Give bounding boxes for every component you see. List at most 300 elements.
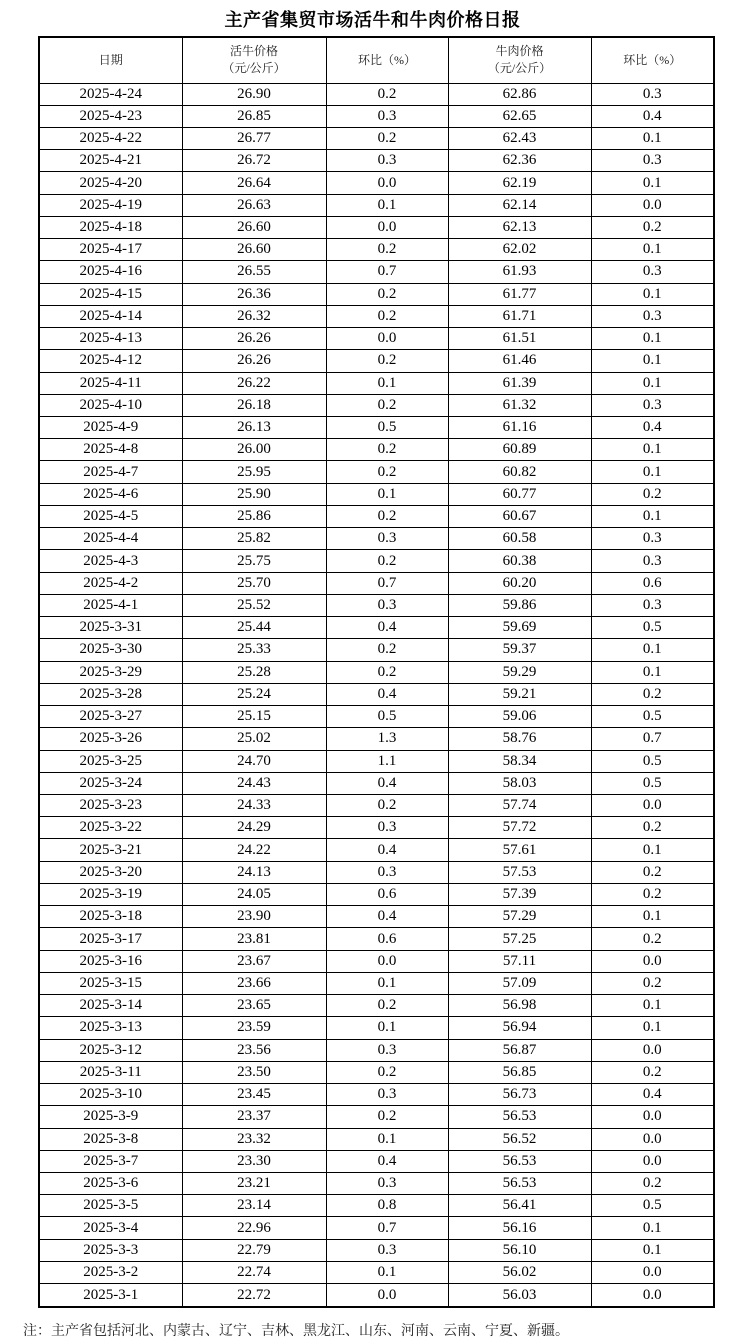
- cell-live-cattle-price: 26.26: [182, 350, 326, 372]
- table-row: [39, 817, 714, 839]
- cell-date: 2025-3-8: [39, 1128, 182, 1150]
- table-row: [39, 528, 714, 550]
- cell-live-cattle-price: 25.52: [182, 594, 326, 616]
- cell-beef-price: 59.29: [448, 661, 591, 683]
- cell-beef-price: 56.53: [448, 1106, 591, 1128]
- cell-date: 2025-4-3: [39, 550, 182, 572]
- cell-live-cattle-price: 23.50: [182, 1061, 326, 1083]
- cell-date: 2025-3-1: [39, 1284, 182, 1307]
- cell-live-cattle-change: 0.2: [326, 127, 448, 149]
- cell-live-cattle-price: 24.70: [182, 750, 326, 772]
- cell-live-cattle-change: 0.3: [326, 1172, 448, 1194]
- header-live-cattle-change: [326, 37, 448, 83]
- cell-date: 2025-4-17: [39, 239, 182, 261]
- cell-live-cattle-price: 23.65: [182, 995, 326, 1017]
- cell-date: 2025-4-4: [39, 528, 182, 550]
- table-body: [39, 83, 714, 1307]
- cell-beef-price: 56.85: [448, 1061, 591, 1083]
- table-row: [39, 483, 714, 505]
- cell-beef-price: 62.02: [448, 239, 591, 261]
- cell-live-cattle-price: 23.45: [182, 1084, 326, 1106]
- cell-date: 2025-4-15: [39, 283, 182, 305]
- cell-live-cattle-change: 0.1: [326, 1017, 448, 1039]
- cell-live-cattle-price: 25.24: [182, 683, 326, 705]
- cell-live-cattle-change: 0.3: [326, 1084, 448, 1106]
- cell-beef-change: 0.1: [591, 439, 714, 461]
- cell-live-cattle-price: 24.29: [182, 817, 326, 839]
- cell-beef-price: 56.03: [448, 1284, 591, 1307]
- cell-beef-price: 56.73: [448, 1084, 591, 1106]
- cell-beef-price: 56.10: [448, 1239, 591, 1261]
- cell-beef-price: 62.43: [448, 127, 591, 149]
- cell-date: 2025-3-21: [39, 839, 182, 861]
- cell-beef-price: 59.06: [448, 706, 591, 728]
- header-date: [39, 37, 182, 83]
- cell-beef-price: 61.77: [448, 283, 591, 305]
- cell-beef-change: 0.2: [591, 216, 714, 238]
- cell-live-cattle-price: 23.21: [182, 1172, 326, 1194]
- cell-live-cattle-price: 23.30: [182, 1150, 326, 1172]
- cell-live-cattle-change: 0.3: [326, 594, 448, 616]
- cell-beef-change: 0.2: [591, 1061, 714, 1083]
- cell-live-cattle-change: 0.5: [326, 706, 448, 728]
- table-row: [39, 1061, 714, 1083]
- table-row: [39, 550, 714, 572]
- table-row: [39, 1017, 714, 1039]
- cell-beef-change: 0.0: [591, 1261, 714, 1283]
- cell-beef-change: 0.7: [591, 728, 714, 750]
- header-date-label: 日期: [98, 52, 123, 67]
- cell-live-cattle-change: 0.1: [326, 194, 448, 216]
- cell-beef-change: 0.4: [591, 105, 714, 127]
- cell-date: 2025-4-13: [39, 328, 182, 350]
- cell-date: 2025-4-18: [39, 216, 182, 238]
- cell-live-cattle-price: 23.37: [182, 1106, 326, 1128]
- cell-live-cattle-change: 0.6: [326, 883, 448, 905]
- cell-date: 2025-3-23: [39, 795, 182, 817]
- cell-beef-change: 0.0: [591, 1150, 714, 1172]
- cell-live-cattle-price: 25.82: [182, 528, 326, 550]
- cell-live-cattle-price: 26.00: [182, 439, 326, 461]
- cell-date: 2025-3-30: [39, 639, 182, 661]
- cell-beef-change: 0.0: [591, 950, 714, 972]
- table-row: [39, 394, 714, 416]
- cell-beef-change: 0.0: [591, 194, 714, 216]
- cell-beef-price: 62.19: [448, 172, 591, 194]
- table-row: [39, 617, 714, 639]
- cell-date: 2025-3-27: [39, 706, 182, 728]
- cell-live-cattle-change: 0.2: [326, 83, 448, 105]
- cell-live-cattle-price: 25.44: [182, 617, 326, 639]
- cell-live-cattle-change: 0.2: [326, 394, 448, 416]
- cell-live-cattle-price: 26.72: [182, 150, 326, 172]
- cell-beef-price: 58.34: [448, 750, 591, 772]
- cell-beef-price: 56.53: [448, 1172, 591, 1194]
- table-row: [39, 350, 714, 372]
- header-live-cattle-price-line1: 活牛价格: [229, 44, 278, 59]
- cell-live-cattle-price: 26.36: [182, 283, 326, 305]
- cell-live-cattle-price: 25.86: [182, 505, 326, 527]
- cell-live-cattle-price: 25.70: [182, 572, 326, 594]
- cell-live-cattle-change: 0.2: [326, 661, 448, 683]
- table-row: [39, 261, 714, 283]
- table-row: [39, 1195, 714, 1217]
- cell-live-cattle-price: 22.74: [182, 1261, 326, 1283]
- cell-beef-price: 59.69: [448, 617, 591, 639]
- cell-beef-price: 62.13: [448, 216, 591, 238]
- cell-live-cattle-price: 25.28: [182, 661, 326, 683]
- page-title: 主产省集贸市场活牛和牛肉价格日报: [224, 10, 521, 30]
- cell-live-cattle-change: 0.1: [326, 372, 448, 394]
- cell-live-cattle-price: 26.60: [182, 239, 326, 261]
- cell-live-cattle-change: 0.4: [326, 683, 448, 705]
- cell-beef-price: 60.82: [448, 461, 591, 483]
- cell-date: 2025-3-14: [39, 995, 182, 1017]
- cell-live-cattle-change: 0.2: [326, 995, 448, 1017]
- cell-date: 2025-3-2: [39, 1261, 182, 1283]
- cell-date: 2025-3-10: [39, 1084, 182, 1106]
- table-row: [39, 1039, 714, 1061]
- cell-live-cattle-change: 0.0: [326, 1284, 448, 1307]
- cell-live-cattle-change: 0.2: [326, 795, 448, 817]
- table-row: [39, 972, 714, 994]
- table-row: [39, 1239, 714, 1261]
- cell-date: 2025-4-9: [39, 417, 182, 439]
- cell-live-cattle-change: 0.2: [326, 461, 448, 483]
- cell-beef-change: 0.0: [591, 1039, 714, 1061]
- cell-date: 2025-4-23: [39, 105, 182, 127]
- cell-live-cattle-price: 26.55: [182, 261, 326, 283]
- cell-beef-change: 0.3: [591, 83, 714, 105]
- cell-live-cattle-change: 0.2: [326, 550, 448, 572]
- cell-beef-price: 60.89: [448, 439, 591, 461]
- cell-live-cattle-change: 0.3: [326, 150, 448, 172]
- table-row: [39, 728, 714, 750]
- cell-live-cattle-price: 23.90: [182, 906, 326, 928]
- cell-beef-change: 0.0: [591, 795, 714, 817]
- cell-date: 2025-3-12: [39, 1039, 182, 1061]
- table-row: [39, 594, 714, 616]
- cell-beef-price: 61.16: [448, 417, 591, 439]
- cell-beef-change: 0.3: [591, 394, 714, 416]
- cell-live-cattle-price: 25.33: [182, 639, 326, 661]
- cell-beef-change: 0.2: [591, 817, 714, 839]
- table-row: [39, 639, 714, 661]
- cell-beef-change: 0.1: [591, 1239, 714, 1261]
- cell-beef-change: 0.5: [591, 706, 714, 728]
- cell-beef-price: 62.14: [448, 194, 591, 216]
- table-row: [39, 795, 714, 817]
- cell-date: 2025-3-19: [39, 883, 182, 905]
- cell-live-cattle-change: 0.4: [326, 617, 448, 639]
- cell-live-cattle-price: 22.72: [182, 1284, 326, 1307]
- cell-live-cattle-price: 26.90: [182, 83, 326, 105]
- table-row: [39, 439, 714, 461]
- cell-date: 2025-3-17: [39, 928, 182, 950]
- cell-date: 2025-3-25: [39, 750, 182, 772]
- header-live-cattle-price-line2: （元/公斤）: [222, 61, 286, 76]
- cell-beef-change: 0.0: [591, 1128, 714, 1150]
- cell-live-cattle-change: 0.1: [326, 972, 448, 994]
- cell-beef-change: 0.5: [591, 617, 714, 639]
- table-row: [39, 194, 714, 216]
- cell-beef-price: 61.39: [448, 372, 591, 394]
- cell-date: 2025-3-20: [39, 861, 182, 883]
- cell-date: 2025-3-16: [39, 950, 182, 972]
- price-table: [38, 36, 715, 1308]
- cell-beef-change: 0.1: [591, 1217, 714, 1239]
- cell-date: 2025-4-14: [39, 305, 182, 327]
- cell-beef-price: 57.09: [448, 972, 591, 994]
- cell-beef-price: 62.65: [448, 105, 591, 127]
- cell-beef-change: 0.3: [591, 528, 714, 550]
- cell-live-cattle-price: 25.90: [182, 483, 326, 505]
- cell-live-cattle-price: 26.18: [182, 394, 326, 416]
- cell-live-cattle-price: 26.22: [182, 372, 326, 394]
- cell-date: 2025-3-22: [39, 817, 182, 839]
- table-row: [39, 661, 714, 683]
- cell-live-cattle-change: 0.1: [326, 1128, 448, 1150]
- table-row: [39, 372, 714, 394]
- table-row: [39, 1128, 714, 1150]
- cell-date: 2025-3-5: [39, 1195, 182, 1217]
- table-row: [39, 1261, 714, 1283]
- header-beef-change-label: 环比（%）: [623, 52, 682, 67]
- cell-beef-change: 0.1: [591, 350, 714, 372]
- cell-live-cattle-change: 0.1: [326, 1261, 448, 1283]
- cell-date: 2025-4-6: [39, 483, 182, 505]
- cell-live-cattle-change: 1.1: [326, 750, 448, 772]
- cell-beef-change: 0.1: [591, 283, 714, 305]
- cell-live-cattle-change: 1.3: [326, 728, 448, 750]
- cell-beef-price: 56.53: [448, 1150, 591, 1172]
- cell-live-cattle-change: 0.8: [326, 1195, 448, 1217]
- cell-beef-price: 61.93: [448, 261, 591, 283]
- cell-date: 2025-4-21: [39, 150, 182, 172]
- cell-beef-change: 0.3: [591, 550, 714, 572]
- cell-date: 2025-3-31: [39, 617, 182, 639]
- cell-live-cattle-price: 25.15: [182, 706, 326, 728]
- table-row: [39, 861, 714, 883]
- cell-live-cattle-change: 0.4: [326, 772, 448, 794]
- cell-live-cattle-change: 0.7: [326, 261, 448, 283]
- cell-date: 2025-3-7: [39, 1150, 182, 1172]
- cell-beef-price: 57.11: [448, 950, 591, 972]
- table-row: [39, 505, 714, 527]
- table-row: [39, 328, 714, 350]
- cell-beef-change: 0.2: [591, 1172, 714, 1194]
- cell-date: 2025-4-16: [39, 261, 182, 283]
- cell-beef-change: 0.5: [591, 1195, 714, 1217]
- cell-beef-change: 0.2: [591, 972, 714, 994]
- cell-live-cattle-change: 0.3: [326, 817, 448, 839]
- cell-beef-change: 0.1: [591, 461, 714, 483]
- table-row: [39, 283, 714, 305]
- cell-beef-change: 0.1: [591, 127, 714, 149]
- table-row: [39, 1172, 714, 1194]
- table-row: [39, 772, 714, 794]
- cell-live-cattle-change: 0.5: [326, 417, 448, 439]
- cell-beef-price: 56.41: [448, 1195, 591, 1217]
- cell-live-cattle-change: 0.2: [326, 350, 448, 372]
- cell-live-cattle-change: 0.7: [326, 1217, 448, 1239]
- table-row: [39, 1084, 714, 1106]
- cell-live-cattle-change: 0.2: [326, 305, 448, 327]
- header-row: [39, 37, 714, 83]
- footnote: 注：主产省包括河北、内蒙古、辽宁、吉林、黑龙江、山东、河南、云南、宁夏、新疆。: [23, 1322, 569, 1338]
- table-row: [39, 706, 714, 728]
- cell-date: 2025-3-4: [39, 1217, 182, 1239]
- cell-live-cattle-change: 0.0: [326, 328, 448, 350]
- cell-live-cattle-change: 0.6: [326, 928, 448, 950]
- cell-live-cattle-price: 22.79: [182, 1239, 326, 1261]
- cell-live-cattle-price: 24.22: [182, 839, 326, 861]
- cell-live-cattle-price: 22.96: [182, 1217, 326, 1239]
- cell-live-cattle-change: 0.4: [326, 1150, 448, 1172]
- cell-beef-change: 0.1: [591, 906, 714, 928]
- cell-beef-price: 59.21: [448, 683, 591, 705]
- cell-live-cattle-price: 23.67: [182, 950, 326, 972]
- cell-beef-change: 0.2: [591, 928, 714, 950]
- cell-date: 2025-4-8: [39, 439, 182, 461]
- cell-live-cattle-change: 0.3: [326, 105, 448, 127]
- cell-beef-price: 56.02: [448, 1261, 591, 1283]
- cell-live-cattle-price: 23.66: [182, 972, 326, 994]
- cell-date: 2025-4-20: [39, 172, 182, 194]
- table-row: [39, 1150, 714, 1172]
- table-row: [39, 883, 714, 905]
- header-beef-price-line2: （元/公斤）: [487, 61, 552, 76]
- cell-date: 2025-4-11: [39, 372, 182, 394]
- cell-beef-change: 0.1: [591, 839, 714, 861]
- header-beef-change: [591, 37, 714, 83]
- cell-beef-price: 57.72: [448, 817, 591, 839]
- cell-live-cattle-price: 26.85: [182, 105, 326, 127]
- cell-beef-change: 0.4: [591, 1084, 714, 1106]
- table-row: [39, 995, 714, 1017]
- cell-beef-change: 0.3: [591, 594, 714, 616]
- cell-live-cattle-change: 0.7: [326, 572, 448, 594]
- cell-live-cattle-price: 26.63: [182, 194, 326, 216]
- cell-live-cattle-price: 24.13: [182, 861, 326, 883]
- cell-beef-change: 0.0: [591, 1284, 714, 1307]
- cell-beef-price: 56.98: [448, 995, 591, 1017]
- cell-live-cattle-price: 25.02: [182, 728, 326, 750]
- cell-date: 2025-4-7: [39, 461, 182, 483]
- table-row: [39, 750, 714, 772]
- table-row: [39, 239, 714, 261]
- cell-beef-price: 62.36: [448, 150, 591, 172]
- table-row: [39, 105, 714, 127]
- cell-beef-change: 0.1: [591, 372, 714, 394]
- cell-date: 2025-3-24: [39, 772, 182, 794]
- table-row: [39, 1106, 714, 1128]
- cell-beef-price: 60.38: [448, 550, 591, 572]
- cell-beef-change: 0.2: [591, 883, 714, 905]
- cell-live-cattle-change: 0.3: [326, 528, 448, 550]
- table-row: [39, 127, 714, 149]
- cell-beef-price: 61.51: [448, 328, 591, 350]
- table-row: [39, 839, 714, 861]
- cell-beef-change: 0.3: [591, 150, 714, 172]
- cell-beef-change: 0.2: [591, 861, 714, 883]
- cell-live-cattle-price: 26.60: [182, 216, 326, 238]
- cell-beef-price: 59.37: [448, 639, 591, 661]
- cell-live-cattle-price: 24.33: [182, 795, 326, 817]
- cell-beef-price: 56.16: [448, 1217, 591, 1239]
- cell-beef-price: 60.77: [448, 483, 591, 505]
- cell-beef-change: 0.1: [591, 505, 714, 527]
- cell-beef-price: 61.71: [448, 305, 591, 327]
- cell-date: 2025-3-29: [39, 661, 182, 683]
- cell-live-cattle-change: 0.3: [326, 1239, 448, 1261]
- cell-beef-price: 56.52: [448, 1128, 591, 1150]
- table-row: [39, 1217, 714, 1239]
- table-row: [39, 461, 714, 483]
- cell-live-cattle-change: 0.0: [326, 172, 448, 194]
- cell-beef-change: 0.1: [591, 639, 714, 661]
- table-row: [39, 83, 714, 105]
- cell-live-cattle-price: 25.75: [182, 550, 326, 572]
- cell-date: 2025-3-6: [39, 1172, 182, 1194]
- cell-beef-change: 0.3: [591, 261, 714, 283]
- cell-beef-change: 0.1: [591, 1017, 714, 1039]
- cell-beef-change: 0.2: [591, 683, 714, 705]
- cell-live-cattle-price: 25.95: [182, 461, 326, 483]
- cell-live-cattle-price: 23.14: [182, 1195, 326, 1217]
- cell-beef-change: 0.5: [591, 750, 714, 772]
- cell-date: 2025-4-5: [39, 505, 182, 527]
- table-row: [39, 950, 714, 972]
- cell-date: 2025-4-19: [39, 194, 182, 216]
- cell-beef-change: 0.6: [591, 572, 714, 594]
- cell-beef-change: 0.1: [591, 995, 714, 1017]
- cell-beef-change: 0.1: [591, 172, 714, 194]
- cell-beef-price: 57.25: [448, 928, 591, 950]
- cell-live-cattle-price: 26.13: [182, 417, 326, 439]
- cell-beef-change: 0.1: [591, 661, 714, 683]
- header-live-cattle-price: [182, 37, 326, 83]
- cell-beef-change: 0.3: [591, 305, 714, 327]
- cell-date: 2025-4-24: [39, 83, 182, 105]
- cell-live-cattle-price: 23.59: [182, 1017, 326, 1039]
- table-row: [39, 1284, 714, 1307]
- table-row: [39, 928, 714, 950]
- cell-date: 2025-3-18: [39, 906, 182, 928]
- cell-beef-price: 57.53: [448, 861, 591, 883]
- cell-beef-price: 62.86: [448, 83, 591, 105]
- cell-date: 2025-3-28: [39, 683, 182, 705]
- header-beef-price: [448, 37, 591, 83]
- table-row: [39, 683, 714, 705]
- table-row: [39, 216, 714, 238]
- cell-date: 2025-3-9: [39, 1106, 182, 1128]
- cell-beef-change: 0.1: [591, 328, 714, 350]
- cell-live-cattle-change: 0.4: [326, 839, 448, 861]
- cell-beef-change: 0.1: [591, 239, 714, 261]
- cell-live-cattle-change: 0.2: [326, 283, 448, 305]
- cell-beef-price: 57.29: [448, 906, 591, 928]
- cell-live-cattle-change: 0.2: [326, 639, 448, 661]
- cell-live-cattle-price: 26.32: [182, 305, 326, 327]
- cell-live-cattle-change: 0.3: [326, 1039, 448, 1061]
- cell-beef-price: 56.94: [448, 1017, 591, 1039]
- cell-beef-price: 60.67: [448, 505, 591, 527]
- header-beef-price-line1: 牛肉价格: [495, 44, 544, 59]
- cell-live-cattle-price: 24.43: [182, 772, 326, 794]
- cell-live-cattle-price: 23.32: [182, 1128, 326, 1150]
- cell-beef-change: 0.0: [591, 1106, 714, 1128]
